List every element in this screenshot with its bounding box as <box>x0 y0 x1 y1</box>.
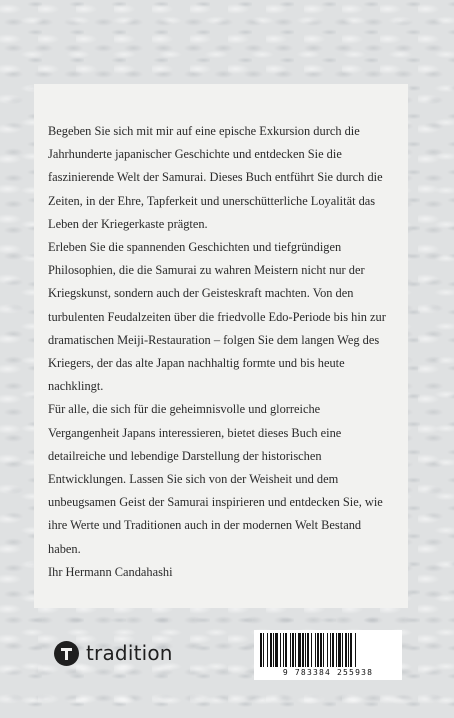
isbn-barcode <box>254 630 402 680</box>
barcode-bar <box>295 633 296 667</box>
barcode-bar <box>332 633 334 667</box>
blurb-paragraph-audience: Für alle, die sich für die geheimnisvolle und glorreiche Vergangenheit Japans interessieren, bietet dieses Buch eine detailreiche und lebendige Darstellung der historischen Entwicklungen. Lassen Sie sich von der Weisheit und dem unbeugsamen Geist der Samurai inspirieren und entdecken Sie, wie ihre Werte und Traditionen auch in der modernen Welt Bestand haben. <box>48 402 383 556</box>
barcode-bar <box>305 633 306 667</box>
barcode-bar <box>327 633 328 667</box>
blurb-panel <box>34 84 408 608</box>
barcode-digits: 9 783384 255938 <box>282 668 374 677</box>
barcode-bar <box>280 633 281 667</box>
tradition-t-logo-icon <box>54 641 79 666</box>
barcode-bar <box>285 633 287 667</box>
barcode-bar <box>342 633 343 667</box>
barcode-bar <box>345 633 347 667</box>
barcode-bar <box>348 633 349 667</box>
barcode-bar <box>330 633 331 667</box>
barcode-bar <box>355 633 356 667</box>
blurb-paragraph-intro: Begeben Sie sich mit mir auf eine epische Exkursion durch die Jahrhunderte japanischer Geschichte und entdecken Sie die faszinierende Welt der Samurai. Dieses Buch entführt Sie durch die Zeiten, in der Ehre, Tapferkeit und unerschütterliche Loyalität das Leben der Kriegerkaste prägten. <box>48 124 383 231</box>
blurb-signature: Ihr Hermann Candahashi <box>48 564 173 579</box>
barcode-bar <box>320 633 322 667</box>
barcode-bar <box>292 633 294 667</box>
barcode-bar <box>273 633 274 667</box>
barcode-bar <box>323 633 324 667</box>
barcode-bar <box>283 633 284 667</box>
publisher-name: tradition <box>86 641 173 665</box>
barcode-bar <box>260 633 262 667</box>
barcode-bar <box>290 633 291 667</box>
barcode-bar <box>307 633 309 667</box>
barcode-bar <box>298 633 301 667</box>
barcode-bar <box>350 633 352 667</box>
blurb-paragraph-history: Erleben Sie die spannenden Geschichten und tiefgründigen Philosophien, die die Samurai zu wahren Meistern nicht nur der Kriegskunst, sondern auch der Geisteskraft machten. Von den turbulenten Feudalzeiten über die friedvolle Edo-Periode bis hin zur dramatischen Meiji-Restauration – folgen Sie dem langen Weg des Kriegers, der das alte Japan nachhaltig formte und bis heute nachklingt. <box>48 240 386 394</box>
barcode-bar <box>336 633 337 667</box>
publisher-brand <box>54 640 173 666</box>
barcode-bar <box>317 633 319 667</box>
barcode-bar <box>275 633 278 667</box>
barcode-bars <box>260 633 396 667</box>
barcode-bar <box>267 633 268 667</box>
barcode-bar <box>311 633 312 667</box>
barcode-bar <box>315 633 316 667</box>
barcode-bar <box>263 633 264 667</box>
barcode-bar <box>302 633 304 667</box>
barcode-bar <box>270 633 272 667</box>
barcode-bar <box>338 633 341 667</box>
